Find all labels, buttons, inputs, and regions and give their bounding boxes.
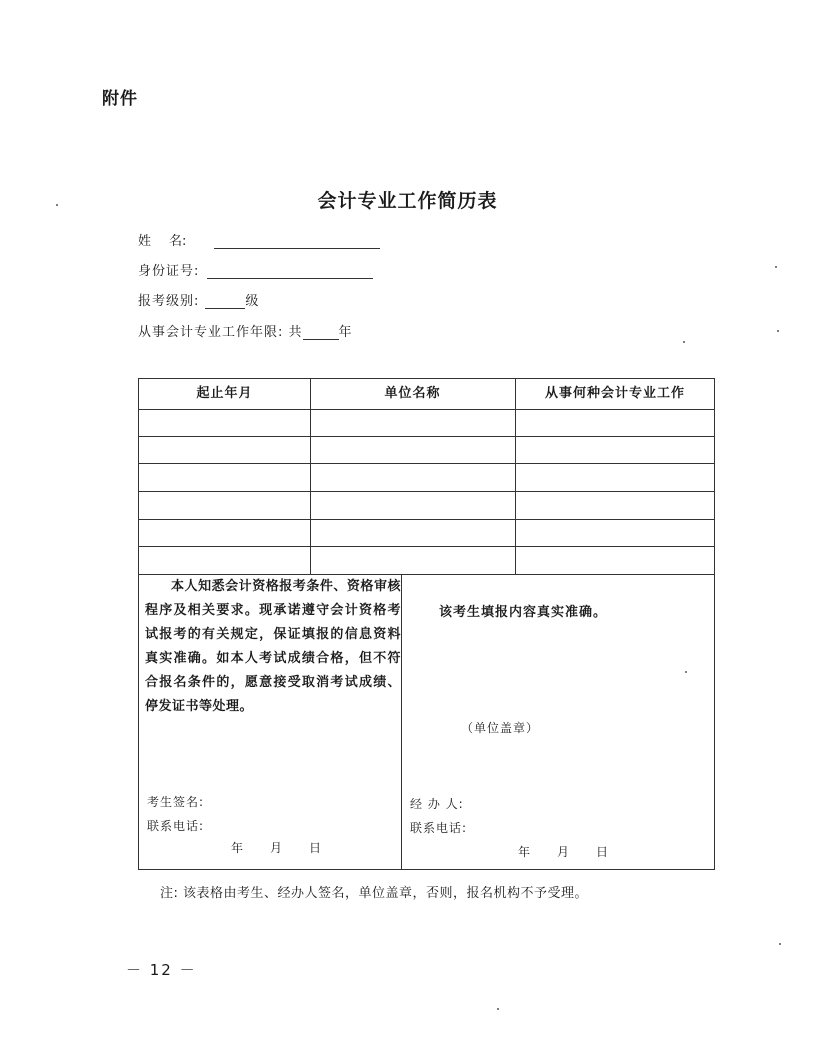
signature-label: 考生签名: (147, 795, 205, 809)
unit-seal-label: （单位盖章） (461, 721, 540, 735)
candidate-date-label: 年 月 日 (231, 841, 323, 855)
years-label: 从事会计专业工作年限: 共 (138, 325, 303, 340)
name-blank-line[interactable] (214, 234, 380, 249)
row-line (139, 463, 714, 464)
name-label-a: 姓 (138, 234, 152, 249)
level-suffix: 级 (245, 294, 260, 309)
scan-speck (497, 1008, 499, 1010)
id-blank-line[interactable] (207, 264, 373, 279)
row-line (139, 546, 714, 547)
bottom-divider (401, 574, 402, 869)
scan-speck (685, 671, 687, 673)
name-label-b: 名: (169, 234, 187, 249)
level-blank-line[interactable] (205, 294, 245, 309)
verification-text: 该考生填报内容真实准确。 (439, 605, 608, 620)
page-number: － 12 － (126, 961, 197, 979)
years-blank-line[interactable] (303, 325, 339, 340)
years-field (138, 321, 353, 340)
handler-label: 经 办 人: (410, 797, 464, 811)
candidate-phone-label: 联系电话: (147, 819, 205, 833)
level-label: 报考级别: (138, 294, 200, 309)
declaration-text (145, 575, 401, 719)
unit-date-label: 年 月 日 (518, 845, 610, 859)
footer-note: 注: 该表格由考生、经办人签名，单位盖章，否则，报名机构不予受理。 (160, 886, 589, 901)
name-field (138, 230, 380, 249)
work-history-table (138, 378, 715, 870)
scan-speck (56, 204, 58, 206)
name-label (138, 230, 206, 249)
row-line (139, 519, 714, 520)
row-line (139, 436, 714, 437)
scan-speck (779, 943, 781, 945)
row-line (139, 409, 714, 410)
declaration-body: 本人知悉会计资格报考条件、资格审核程序及相关要求。现承诺遵守会计资格考试报考的有关规定，保证填报的信息资料真实准确。如本人考试成绩合格，但不符合报名条件的，愿意接受取消考试成绩、停发证书等处理。 (145, 579, 401, 714)
handler-phone-label: 联系电话: (410, 821, 468, 835)
header-employer: 单位名称 (384, 386, 441, 401)
header-work-type: 从事何种会计专业工作 (544, 386, 685, 401)
attachment-label: 附件 (102, 89, 138, 109)
id-label: 身份证号: (138, 264, 200, 279)
scan-speck (777, 330, 779, 332)
scan-speck (683, 341, 685, 343)
id-field (138, 260, 373, 279)
scan-speck (775, 266, 777, 268)
header-period: 起止年月 (196, 386, 253, 401)
row-line (139, 491, 714, 492)
years-suffix: 年 (338, 325, 353, 340)
form-title: 会计专业工作简历表 (317, 190, 498, 212)
level-field (138, 290, 259, 309)
